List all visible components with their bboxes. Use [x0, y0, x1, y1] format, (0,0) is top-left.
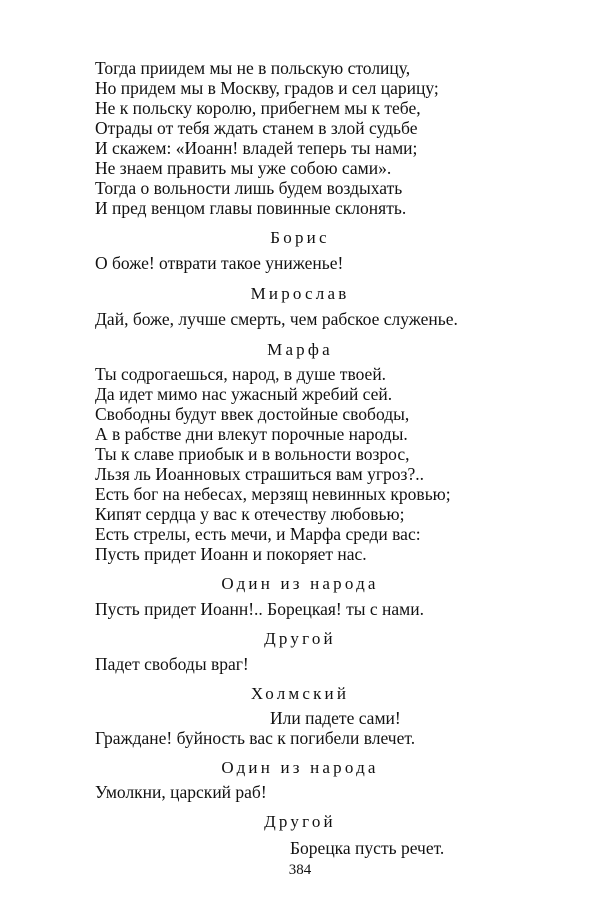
speaker-heading: Один из народа [221, 758, 379, 777]
verse-line: И пред венцом главы повинные склонять. [95, 198, 407, 218]
verse-line-indented: Борецка пусть речет. [290, 838, 445, 858]
page-number: 384 [288, 862, 312, 878]
verse-line: Не знаем править мы уже собою сами». [95, 158, 392, 178]
verse-line: А в рабстве дни влекут порочные народы. [95, 424, 408, 444]
verse-line: Не к польску королю, прибегнем мы к тебе, [95, 98, 421, 118]
verse-line: Умолкни, царский раб! [95, 782, 267, 802]
verse-line-indented: Или падете сами! [270, 708, 401, 728]
speaker-heading: Другой [264, 629, 336, 648]
verse-line: Пусть придет Иоанн!.. Борецкая! ты с нами. [95, 599, 424, 619]
verse-line: Ты содрогаешься, народ, в душе твоей. [95, 364, 387, 384]
speaker-heading: Борис [270, 228, 330, 247]
verse-line: Дай, боже, лучше смерть, чем рабское служенье. [95, 309, 458, 329]
verse-line: Но придем мы в Москву, градов и сел царицу; [95, 78, 439, 98]
verse-line: Отрады от тебя ждать станем в злой судьбе [95, 118, 418, 138]
speaker-heading: Холмский [250, 684, 350, 703]
verse-line: Граждане! буйность вас к погибели влечет. [95, 728, 416, 748]
speaker-heading: Марфа [267, 340, 333, 359]
verse-line: И скажем: «Иоанн! владей теперь ты нами; [95, 138, 418, 158]
verse-line: Свободны будут ввек достойные свободы, [95, 404, 410, 424]
verse-line: Кипят сердца у вас к отечеству любовью; [95, 504, 405, 524]
verse-line: Есть стрелы, есть мечи, и Марфа среди вас: [95, 524, 421, 544]
verse-line: Ты к славе приобык и в вольности возрос, [95, 444, 410, 464]
speaker-heading: Один из народа [221, 574, 379, 593]
verse-line: Пусть придет Иоанн и покоряет нас. [95, 544, 367, 564]
verse-line: Падет свободы враг! [95, 654, 249, 674]
verse-line: Тогда о вольности лишь будем воздыхать [95, 178, 403, 198]
speaker-heading: Другой [264, 812, 336, 831]
verse-line: Тогда приидем мы не в польскую столицу, [95, 58, 411, 78]
speaker-heading: Мирослав [250, 284, 350, 303]
verse-line: Льзя ль Иоанновых страшиться вам угроз?.. [95, 464, 424, 484]
verse-line: Да идет мимо нас ужасный жребий сей. [95, 384, 393, 404]
verse-line: О боже! отврати такое униженье! [95, 253, 344, 273]
verse-line: Есть бог на небесах, мерзящ невинных кровью; [95, 484, 451, 504]
